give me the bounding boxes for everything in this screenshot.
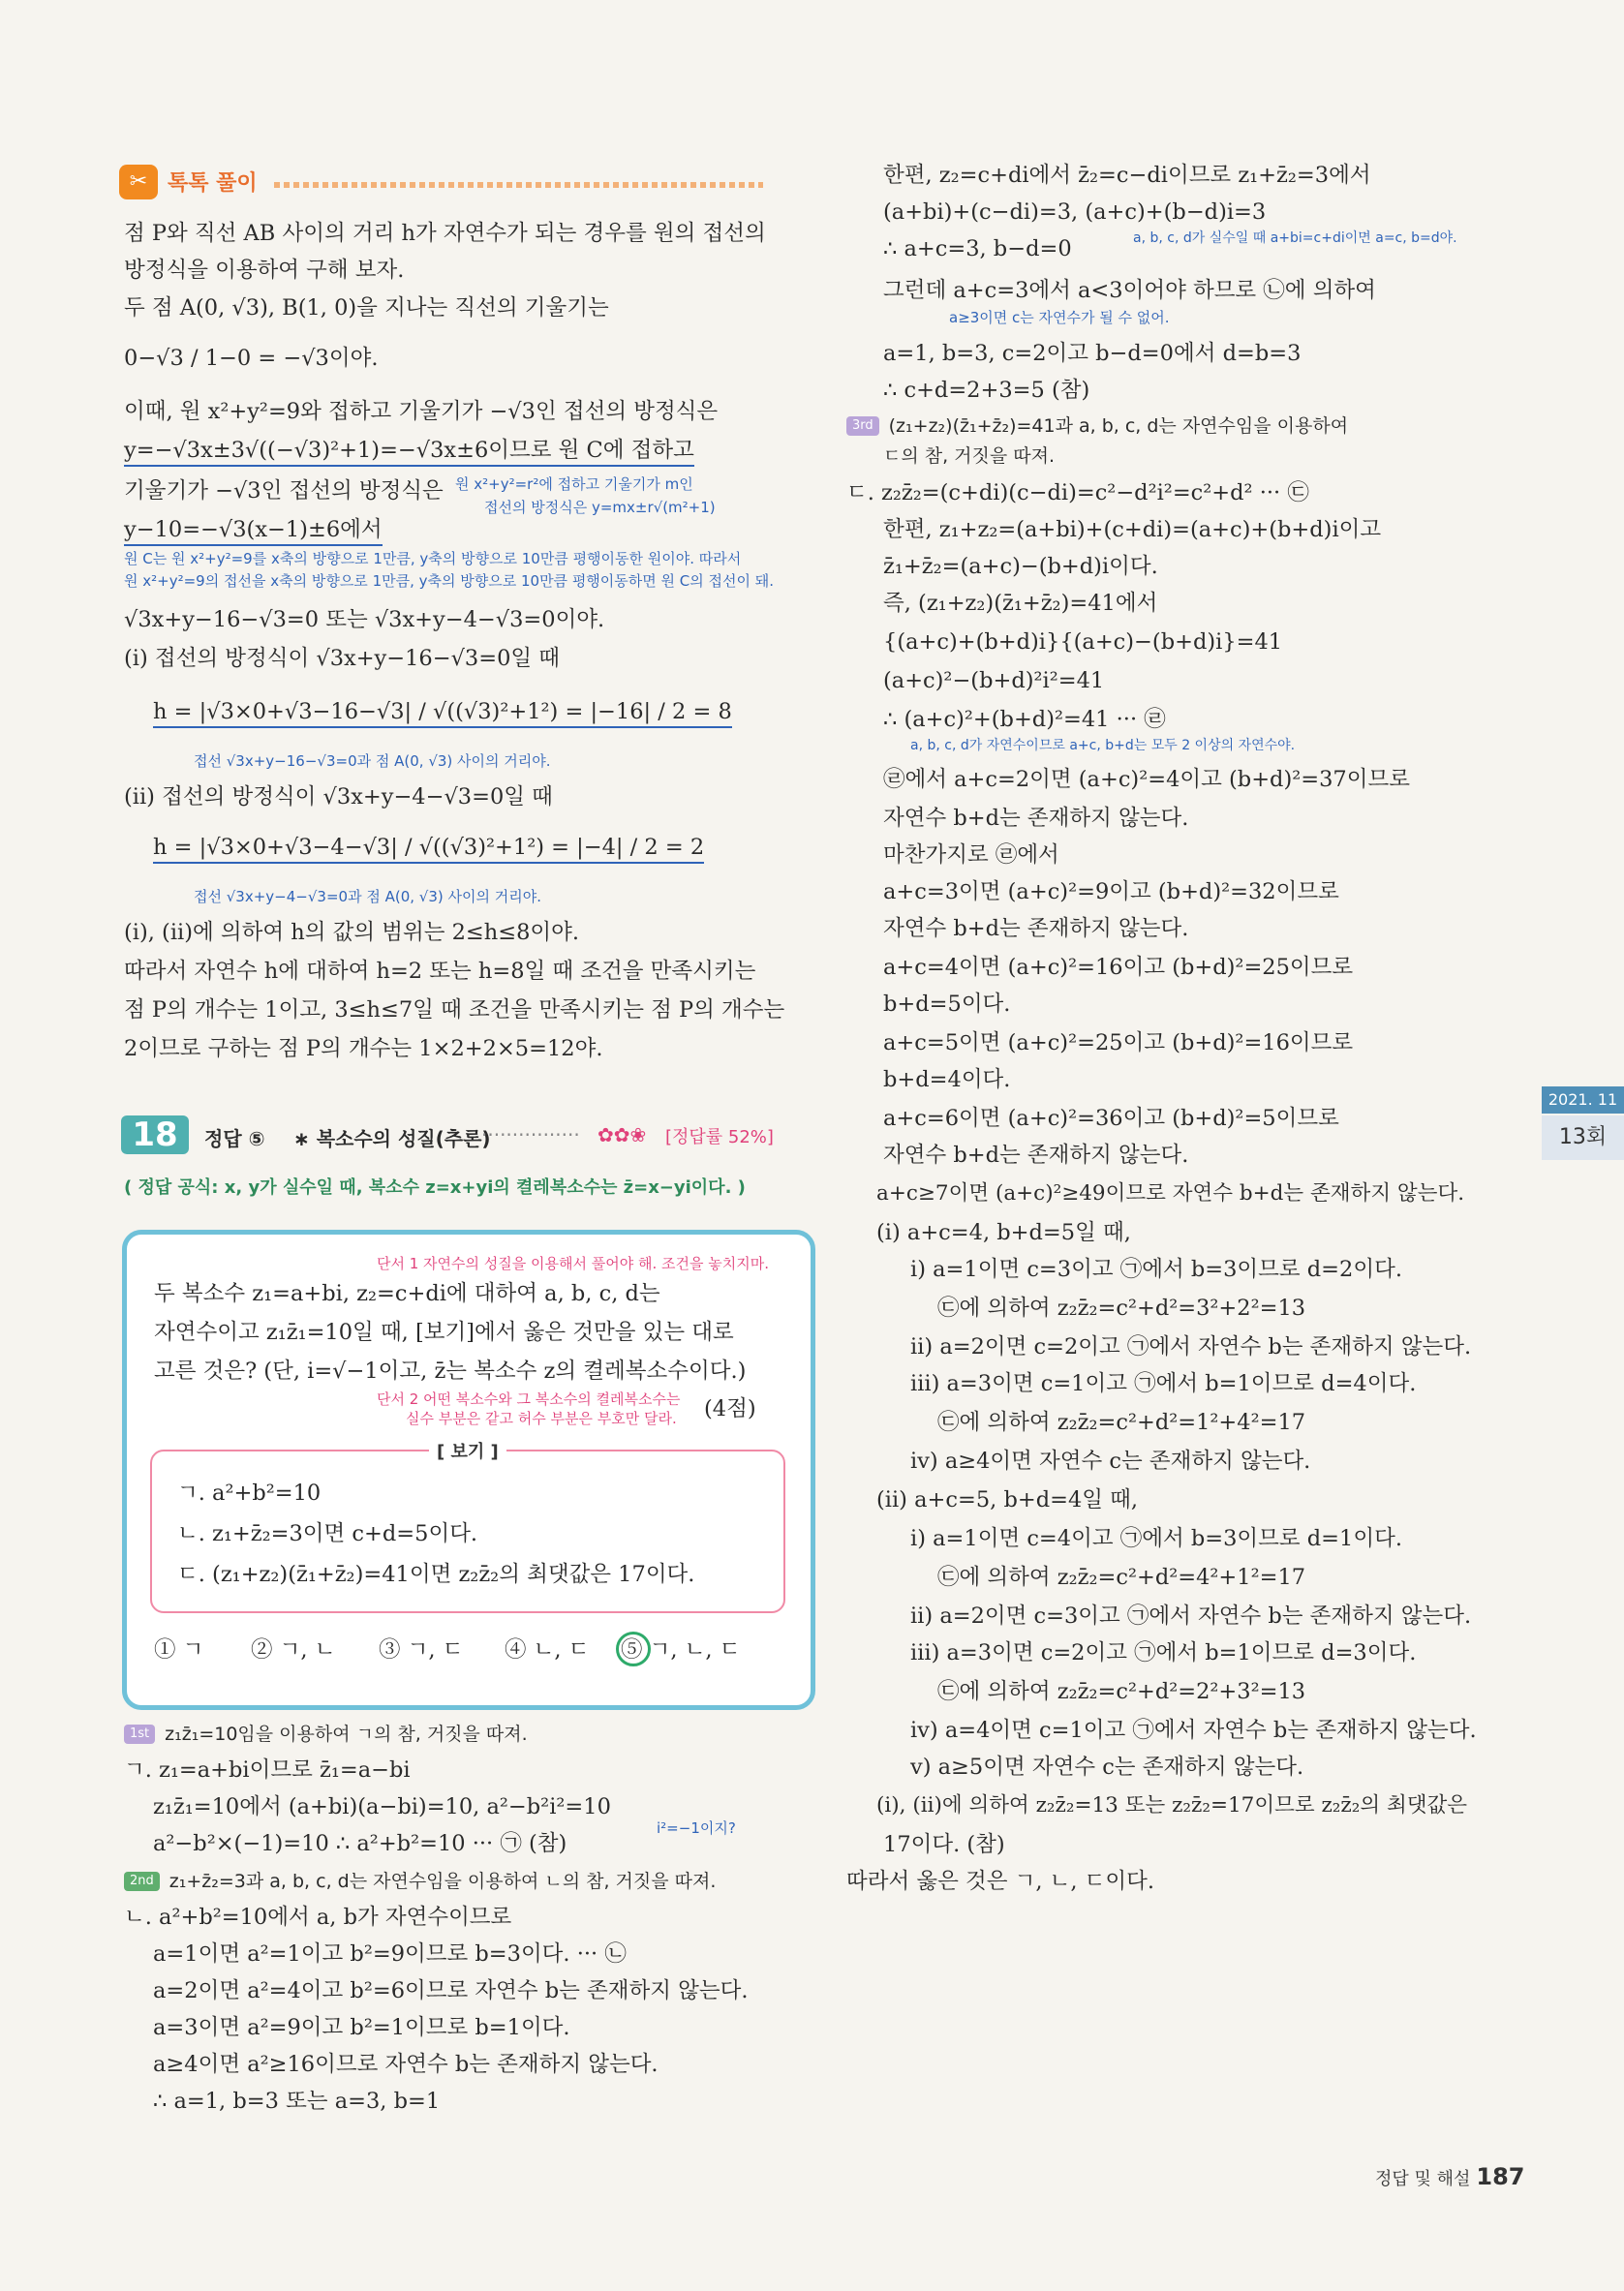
solution-line: ⅲ) a=3이면 c=2이고 ㉠에서 b=1이므로 d=3이다. [910,1640,1417,1665]
choice-2[interactable]: ② ㄱ, ㄴ [251,1637,336,1663]
solution-line: 따라서 옳은 것은 ㄱ, ㄴ, ㄷ이다. [846,1869,1155,1894]
solution-line: ㉣에서 a+c=2이면 (a+c)²=4이고 (b+d)²=37이므로 [883,767,1410,792]
hint-line: h = |√3×0+√3−4−√3| / √((√3)²+1²) = |−4| / 2 = 2 [153,833,704,864]
topic-label: ∗ 복소수의 성질(추론) [293,1127,491,1150]
hint-title: 톡톡 풀이 [168,171,258,196]
solution-line: b+d=5이다. [883,992,1011,1017]
solution-line: 마찬가지로 ㉣에서 [883,842,1059,868]
solution-line: ⅴ) a≥5이면 자연수 c는 존재하지 않는다. [910,1755,1304,1780]
exam-year: 2021. 11 [1542,1086,1624,1114]
solution-line: a+c=6이면 (a+c)²=36이고 (b+d)²=5이므로 [883,1106,1339,1131]
clue-2: 실수 부분은 같고 허수 부분은 부호만 달라. [406,1410,677,1427]
difficulty-stars: ✿✿❀ [598,1123,647,1146]
solution-line: ⅱ) a=2이면 c=2이고 ㉠에서 자연수 b는 존재하지 않는다. [910,1334,1472,1359]
solution-line: ∴ a+c=3, b−d=0 [883,236,1072,261]
solution-line: 자연수 b+d는 존재하지 않는다. [883,806,1189,831]
dist-note: 접선 √3x+y−16−√3=0과 점 A(0, √3) 사이의 거리야. [194,752,551,770]
solution-line: 즉, (z₁+z₂)(z̄₁+z̄₂)=41에서 [883,591,1158,616]
solution-line: ⅰ) a=1이면 c=3이고 ㉠에서 b=3이므로 d=2이다. [910,1257,1402,1282]
solution-line: ∴ a=1, b=3 또는 a=3, b=1 [153,2089,441,2114]
points: (4점) [704,1396,756,1421]
hint-line: 2이므로 구하는 점 P의 개수는 1×2+2×5=12야. [124,1036,603,1061]
answer-circle [616,1632,651,1666]
step-text: ㄷ의 참, 거짓을 따져. [883,445,1056,467]
solution-line: ㄱ. z₁=a+bi이므로 z̄₁=a−bi [124,1757,411,1783]
question-box [122,1230,815,1710]
solution-line: (ii) a+c=5, b+d=4일 때, [876,1487,1139,1512]
wavy-divider [274,182,763,188]
solution-line: ⅰ) a=1이면 c=4이고 ㉠에서 b=3이므로 d=1이다. [910,1526,1402,1551]
exam-round: 13회 [1542,1115,1624,1160]
solution-line: b+d=4이다. [883,1067,1011,1092]
side-note: 접선의 방정식은 y=mx±r√(m²+1) [484,499,716,516]
step-tag: 1st [124,1725,155,1744]
step-text: z₁z̄₁=10임을 이용하여 ㄱ의 참, 거짓을 따져. [165,1724,528,1745]
hint-line: h = |√3×0+√3−16−√3| / √((√3)²+1²) = |−16| / 2 = 8 [153,697,732,728]
choice-5[interactable]: ⑤ ㄱ, ㄴ, ㄷ [621,1637,741,1663]
dist-note: 접선 √3x+y−4−√3=0과 점 A(0, √3) 사이의 거리야. [194,888,541,905]
solution-line: a=1, b=3, c=2이고 b−d=0에서 d=b=3 [883,341,1302,366]
solution-line: ㉢에 의하여 z₂z̄₂=c²+d²=4²+1²=17 [937,1565,1306,1590]
hint-line: √3x+y−16−√3=0 또는 √3x+y−4−√3=0이야. [124,607,605,632]
correct-rate: [정답률 52%] [665,1127,774,1147]
bogi-item: ㄱ. a²+b²=10 [177,1481,322,1506]
page-number: 187 [1476,2163,1525,2190]
solution-line: ㉢에 의하여 z₂z̄₂=c²+d²=2²+3²=13 [937,1679,1306,1704]
bogi-item: ㄷ. (z₁+z₂)(z̄₁+z̄₂)=41이면 z₂z̄₂의 최댓값은 17이다. [177,1562,695,1587]
solution-line: a≥4이면 a²≥16이므로 자연수 b는 존재하지 않는다. [153,2052,659,2077]
solution-line: 한편, z₁+z₂=(a+bi)+(c+di)=(a+c)+(b+d)i이고 [883,517,1382,542]
solution-line: 자연수 b+d는 존재하지 않는다. [883,916,1189,941]
bogi-item: ㄴ. z₁+z̄₂=3이면 c+d=5이다. [177,1521,478,1546]
solution-line: a=1이면 a²=1이고 b²=9이므로 b=3이다. ··· ㉡ [153,1941,627,1967]
question-number: 18 [121,1115,189,1154]
hint-line: (i), (ii)에 의하여 h의 값의 범위는 2≤h≤8이야. [124,920,580,945]
page-footer [1375,2163,1525,2190]
bogi-title: [ 보기 ] [429,1438,506,1463]
step-text: z₁+z̄₂=3과 a, b, c, d는 자연수임을 이용하여 ㄴ의 참, 거짓을 따져. [169,1871,717,1892]
solution-line: a+c=4이면 (a+c)²=16이고 (b+d)²=25이므로 [883,955,1354,980]
answer-label: 정답 ⑤ [204,1127,265,1150]
solution-line: 한편, z₂=c+di에서 z̄₂=c−di이므로 z₁+z̄₂=3에서 [883,163,1371,188]
solution-line: a²−b²×(−1)=10 ∴ a²+b²=10 ··· ㉠ (참) [153,1831,567,1856]
hint-line: 0−√3 / 1−0 = −√3이야. [124,346,379,371]
side-note: i²=−1이지? [657,1819,736,1837]
solution-line: (a+c)²−(b+d)²i²=41 [883,668,1105,693]
footer-label: 정답 및 해설 [1375,2169,1471,2189]
side-note: 원 x²+y²=r²에 접하고 기울기가 m인 [455,475,693,493]
solution-line: ⅳ) a=4이면 c=1이고 ㉠에서 자연수 b는 존재하지 않는다. [910,1718,1477,1743]
solution-line: ㉢에 의하여 z₂z̄₂=c²+d²=3²+2²=13 [937,1296,1306,1321]
solution-line: ∴ (a+c)²+(b+d)²=41 ··· ㉣ [883,707,1166,732]
question-header [121,1115,780,1154]
solution-line: ⅱ) a=2이면 c=3이고 ㉠에서 자연수 b는 존재하지 않는다. [910,1604,1472,1629]
shift-note: 원 x²+y²=9의 접선을 x축의 방향으로 1만큼, y축의 방향으로 10만큼 평행이동하면 원 C의 접선이 돼. [124,572,775,590]
shift-note: 원 C는 원 x²+y²=9를 x축의 방향으로 1만큼, y축의 방향으로 10만큼 평행이동한 원이야. 따라서 [124,550,742,567]
clue-2: 단서 2 어떤 복소수와 그 복소수의 켤레복소수는 [377,1390,681,1408]
choice-1[interactable]: ① ㄱ [154,1637,204,1663]
solution-line: a=2이면 a²=4이고 b²=6이므로 자연수 b는 존재하지 않는다. [153,1978,749,2003]
solution-line: ⅳ) a≥4이면 자연수 c는 존재하지 않는다. [910,1449,1311,1474]
hint-line: y−10=−√3(x−1)±6에서 [124,515,383,546]
solution-line: a=3이면 a²=9이고 b²=1이므로 b=1이다. [153,2015,570,2040]
side-note: a, b, c, d가 실수일 때 a+bi=c+di이면 a=c, b=d야. [1133,230,1457,246]
solution-line: a+c=5이면 (a+c)²=25이고 (b+d)²=16이므로 [883,1030,1354,1055]
solution-line: a+c=3이면 (a+c)²=9이고 (b+d)²=32이므로 [883,879,1339,904]
hint-line: 점 P의 개수는 1이고, 3≤h≤7일 때 조건을 만족시키는 점 P의 개수는 [124,997,785,1023]
hint-line: 두 점 A(0, √3), B(1, 0)을 지나는 직선의 기울기는 [124,295,609,321]
solution-line: ㄷ. z₂z̄₂=(c+di)(c−di)=c²−d²i²=c²+d² ··· ㉢ [846,480,1309,505]
solution-line: z̄₁+z̄₂=(a+c)−(b+d)i이다. [883,554,1158,579]
choice-4[interactable]: ④ ㄴ, ㄷ [505,1637,590,1663]
solution-line: ⅲ) a=3이면 c=1이고 ㉠에서 b=1이므로 d=4이다. [910,1371,1417,1396]
side-note: a, b, c, d가 자연수이므로 a+c, b+d는 모두 2 이상의 자연수야. [910,738,1296,753]
solution-line: (i), (ii)에 의하여 z₂z̄₂=13 또는 z₂z̄₂=17이므로 z₂z̄₂의 최댓값은 [876,1793,1468,1818]
step-tag: 3rd [846,416,879,436]
hint-line: y=−√3x±3√((−√3)²+1)=−√3x±6이므로 원 C에 접하고 [124,436,694,467]
solution-line: 17이다. (참) [883,1832,1005,1857]
solution-line: ㄴ. a²+b²=10에서 a, b가 자연수이므로 [124,1905,512,1930]
clue-1: 단서 1 자연수의 성질을 이용해서 풀어야 해. 조건을 놓치지마. [377,1255,769,1272]
exam-tab [1542,1086,1624,1164]
hint-line: 따라서 자연수 h에 대하여 h=2 또는 h=8일 때 조건을 만족시키는 [124,959,756,984]
choice-3[interactable]: ③ ㄱ, ㄷ [379,1637,464,1663]
solution-line: (a+bi)+(c−di)=3, (a+c)+(b−d)i=3 [883,199,1267,225]
dot-leader: ················ [481,1123,580,1146]
question-stem: 두 복소수 z₁=a+bi, z₂=c+di에 대하여 a, b, c, d는 [154,1281,660,1306]
solution-line: 자연수 b+d는 존재하지 않는다. [883,1143,1189,1168]
hint-line: 이때, 원 x²+y²=9와 접하고 기울기가 −√3인 접선의 방정식은 [124,399,719,424]
hint-line: 기울기가 −√3인 접선의 방정식은 [124,478,444,504]
solution-line: (i) a+c=4, b+d=5일 때, [876,1220,1131,1245]
solution-line: z₁z̄₁=10에서 (a+bi)(a−bi)=10, a²−b²i²=10 [153,1794,611,1819]
question-stem: 고른 것은? (단, i=√−1이고, z̄는 복소수 z의 켤레복소수이다.) [154,1359,747,1384]
step-text: (z₁+z₂)(z̄₁+z̄₂)=41과 a, b, c, d는 자연수임을 이용하여 [888,415,1349,437]
solution-line: ㉢에 의하여 z₂z̄₂=c²+d²=1²+4²=17 [937,1410,1306,1435]
bogi-box [150,1442,785,1613]
hint-line: 방정식을 이용하여 구해 보자. [124,258,405,283]
hint-line: (ii) 접선의 방정식이 √3x+y−4−√3=0일 때 [124,784,553,809]
solution-line: a+c≥7이면 (a+c)²≥49이므로 자연수 b+d는 존재하지 않는다. [876,1181,1465,1206]
question-stem: 자연수이고 z₁z̄₁=10일 때, [보기]에서 옳은 것만을 있는 대로 [154,1320,734,1345]
solution-line: ∴ c+d=2+3=5 (참) [883,378,1090,403]
hint-line: (i) 접선의 방정식이 √3x+y−16−√3=0일 때 [124,646,561,671]
answer-formula: ( 정답 공식: x, y가 실수일 때, 복소수 z=x+yi의 켤레복소수는 z̄=x−yi이다. ) [124,1177,746,1198]
scissors-icon: ✂ [119,165,158,199]
hint-header [119,165,768,199]
side-note: a≥3이면 c는 자연수가 될 수 없어. [949,309,1170,326]
hint-line: 점 P와 직선 AB 사이의 거리 h가 자연수가 되는 경우를 원의 접선의 [124,221,766,246]
step-tag: 2nd [124,1872,160,1891]
solution-line: {(a+c)+(b+d)i}{(a+c)−(b+d)i}=41 [883,629,1283,655]
solution-line: 그런데 a+c=3에서 a<3이어야 하므로 ㉡에 의하여 [883,278,1376,303]
